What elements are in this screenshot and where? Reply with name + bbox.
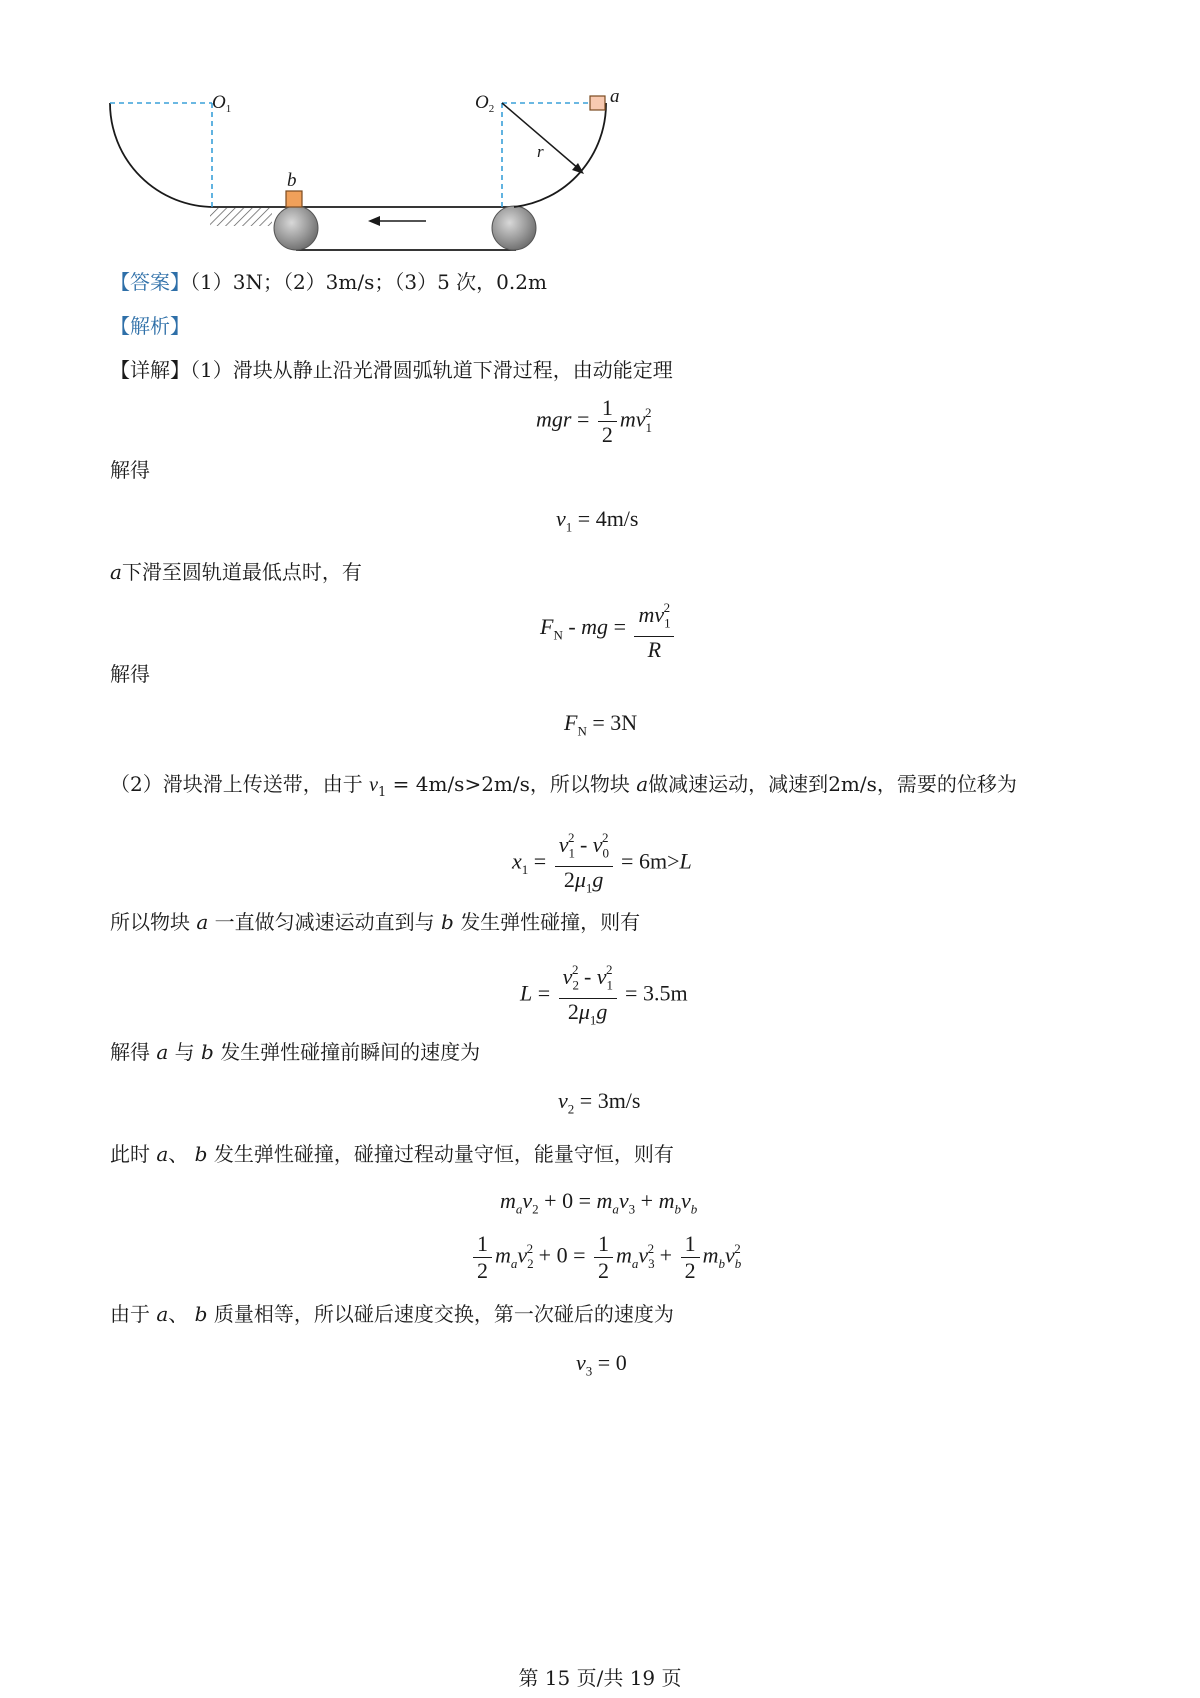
- equation-L: L = $\frac{v_2^2 - v_1^2}{2\mu_1g}$ = 3.5m: [520, 958, 688, 1033]
- bottom-point-text: 下滑至圆轨道最低点时，有: [121, 560, 362, 584]
- label-r: r: [537, 142, 544, 161]
- label-b: b: [287, 170, 297, 191]
- var-b-1: b: [441, 910, 454, 934]
- collide-text-b: 、: [168, 1142, 189, 1166]
- solve3-text-b: 与: [174, 1040, 195, 1064]
- eq4-value: 3N: [610, 710, 638, 735]
- answer-tag: 【答案】: [110, 270, 190, 294]
- part2-line: （2）滑块滑上传送带，由于 $v_1 = 4m/s>2m/s$，所以物块 a做减速运动，减速到2m/s，需要的位移为: [110, 772, 1017, 800]
- block-a: [590, 96, 605, 110]
- label-O1: O: [212, 92, 226, 113]
- svg-text:O1: [212, 92, 231, 115]
- uniform-text-b: 一直做匀减速运动直到与: [214, 910, 435, 934]
- answer-text: （1）3N；（2）3m/s；（3）5 次，0.2m: [190, 270, 547, 294]
- eq3-den: R: [647, 637, 662, 663]
- eq2-value: 4m/s: [595, 506, 639, 531]
- var-a-5: a: [156, 1142, 169, 1166]
- right-roller: [492, 206, 536, 250]
- equation-v3: $v_3 = 0$: [576, 1350, 627, 1379]
- mass-text-c: 质量相等，所以碰后速度交换，第一次碰后的速度为: [213, 1302, 674, 1326]
- var-a-3: a: [196, 910, 209, 934]
- equation-energy-theorem: mgr = $\frac{1}{2}$ $mv_1^2$: [536, 395, 653, 447]
- var-a-6: a: [156, 1302, 169, 1326]
- equation-momentum: $m_av_2 + 0 = m_av_3 + m_bv_b$: [500, 1188, 698, 1217]
- answer-line: [110, 268, 547, 296]
- eq10-value: 0: [615, 1350, 627, 1375]
- collision-line: [110, 1140, 674, 1168]
- part2-text-d: 做减速运动，减速到: [648, 772, 829, 796]
- uniform-text-a: 所以物块: [110, 910, 190, 934]
- part2-text-b: 4m/s>2m/s: [415, 772, 530, 796]
- label-O1-sub: 1: [225, 103, 232, 115]
- solve3-text-a: 解得: [110, 1040, 150, 1064]
- part2-text-c: ，所以物块: [529, 772, 630, 796]
- detail-text: （1）滑块从静止沿光滑圆弧轨道下滑过程，由动能定理: [190, 358, 673, 382]
- equation-v1: $v_1 = 4m/s$: [556, 506, 639, 535]
- collide-text-c: 发生弹性碰撞，碰撞过程动量守恒，能量守恒，则有: [213, 1142, 674, 1166]
- page-footer: 第 15 页/共 19 页: [518, 1666, 682, 1690]
- eq7-value: 3m/s: [597, 1088, 641, 1113]
- var-a-1: a: [110, 560, 122, 584]
- block-b: [286, 191, 302, 207]
- mass-text-b: 、: [168, 1302, 189, 1326]
- uniform-decel-line: [110, 908, 640, 936]
- equation-normal-force: $F_N$ - mg = $\frac{mv_1^2}{R}$: [540, 596, 677, 662]
- left-roller: [274, 206, 318, 250]
- solve-line-3: [110, 1038, 480, 1066]
- detail-tag: 【详解】: [110, 358, 190, 382]
- equation-energy-conservation: $\frac{1}{2}$ $m_av_2^2 + 0$ = $\frac{1}{2}$ $m_av_3^2$ + $\frac{1}{2}$ $m_bv_b^2$: [470, 1232, 741, 1283]
- solve3-text-c: 发生弹性碰撞前瞬间的速度为: [220, 1040, 481, 1064]
- equation-FN: $F_N = 3N$: [564, 710, 638, 739]
- label-O2: O: [475, 92, 489, 113]
- part2-text-e: 2m/s: [828, 772, 877, 796]
- detail-line: [110, 356, 673, 384]
- analysis-tag: 【解析】: [110, 314, 190, 338]
- solve-line-1: [110, 456, 150, 484]
- svg-text:O2: [475, 92, 494, 115]
- equation-x1: $x_1$ = $\frac{v_1^2 - v_0^2}{2\mu_1g}$ = 6m>L: [512, 826, 692, 901]
- left-arc-track: [110, 103, 214, 207]
- eq5-right: 6m>: [638, 848, 680, 874]
- eq5-L: L: [679, 848, 692, 874]
- belt-direction-arrow-icon: [368, 216, 426, 226]
- eq1-left: mgr: [536, 406, 572, 432]
- eq3-left: mg: [581, 614, 609, 640]
- bottom-point-line: [110, 558, 362, 586]
- part2-text-f: ，需要的位移为: [876, 772, 1017, 796]
- uniform-text-c: 发生弹性碰撞，则有: [460, 910, 641, 934]
- solve-line-2: [110, 660, 150, 688]
- physics-diagram: [100, 88, 680, 288]
- var-b-2: b: [201, 1040, 214, 1064]
- label-a: a: [610, 88, 620, 107]
- analysis-line: [110, 312, 190, 340]
- solve-text-2: 解得: [110, 662, 150, 686]
- collide-text-a: 此时: [110, 1142, 150, 1166]
- part2-text-a: （2）滑块滑上传送带，由于: [110, 772, 363, 796]
- label-O2-sub: 2: [488, 103, 495, 115]
- right-arc-track: [514, 103, 606, 207]
- mass-equal-line: [110, 1300, 674, 1328]
- var-b-3: b: [194, 1142, 208, 1166]
- equation-v2: $v_2 = 3m/s$: [558, 1088, 641, 1117]
- var-b-4: b: [194, 1302, 208, 1326]
- mass-text-a: 由于: [110, 1302, 150, 1326]
- eq6-right: 3.5m: [642, 980, 688, 1006]
- var-a-4: a: [156, 1040, 169, 1064]
- ground-hatch: [210, 208, 272, 226]
- eq9-zero: 0: [556, 1242, 568, 1268]
- solve-text-1: 解得: [110, 458, 150, 482]
- var-a-2: a: [636, 772, 649, 796]
